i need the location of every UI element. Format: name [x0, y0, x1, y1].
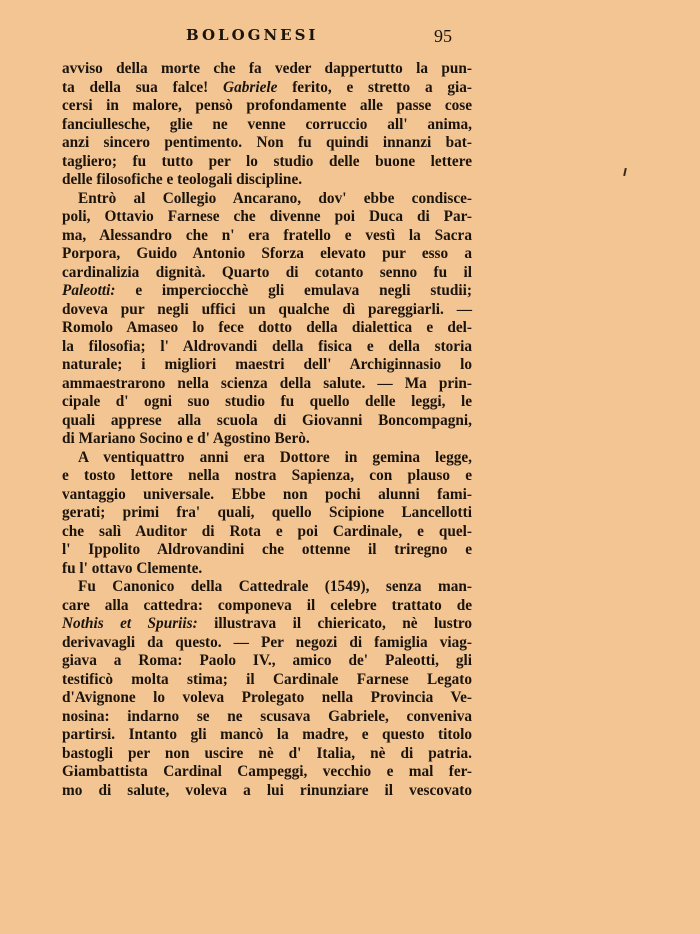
text-line: derivavagli da questo. — Per negozi di famiglia viag- — [62, 633, 472, 651]
text-line: Porpora, Guido Antonio Sforza elevato pur esso a — [62, 245, 472, 262]
text-line: anzi sincero pentimento. Non fu quindi innanzi bat- — [62, 134, 472, 151]
text-line: Fu Canonico della Cattedrale (1549), senza man- — [78, 578, 472, 595]
text-line: Entrò al Collegio Ancarano, dov' ebbe condisce- — [78, 189, 472, 207]
text-line: di Mariano Socino e d' Agostino Berò. — [62, 430, 310, 447]
body-text — [62, 60, 472, 800]
text-line: delle filosofiche e teologali discipline. — [62, 171, 303, 188]
text-line: partirsi. Intanto gli mancò la madre, e questo titolo — [62, 726, 472, 743]
text-fragment: e imperciocchè gli emulava negli studii; — [135, 282, 473, 299]
text-line: e tosto lettore nella nostra Sapienza, con plauso e — [62, 467, 472, 484]
text-line: l' Ippolito Aldrovandini che ottenne il triregno e — [62, 541, 472, 558]
text-line: vantaggio universale. Ebbe non pochi alunni fami- — [62, 485, 472, 503]
text-line: ma, Alessandro che n' era fratello e vestì la Sacra — [62, 226, 472, 244]
text-line: naturale; i migliori maestri dell' Archiginnasio lo — [62, 356, 472, 373]
text-line: la filosofia; l' Aldrovandi della fisica e della storia — [62, 337, 472, 355]
text-line: testificò molta stima; il Cardinale Farnese Legato — [62, 670, 472, 688]
text-line — [62, 615, 472, 634]
text-line: cardinalizia dignità. Quarto di cotanto senno fu il — [62, 263, 472, 281]
text-fragment: ta della sua falce! — [62, 78, 209, 96]
text-line — [62, 282, 472, 301]
text-line: care alla cattedra: componeva il celebre trattato de — [62, 596, 472, 614]
text-line — [62, 79, 472, 98]
text-line: quali apprese alla scuola di Giovanni Boncompagni, — [62, 411, 472, 429]
text-line: cersi in malore, pensò profondamente alle passe cose — [62, 97, 472, 114]
text-line: Romolo Amaseo lo fece dotto della dialettica e del- — [62, 319, 472, 336]
running-head: BOLOGNESI — [186, 26, 319, 44]
text-line: che salì Auditor di Rota e poi Cardinale, e quel- — [62, 522, 472, 540]
text-line: doveva pur negli uffici un qualche dì pareggiarli. — — [62, 300, 472, 318]
page-number: 95 — [434, 26, 452, 46]
text-fragment: illustrava il chiericato, nè lustro — [214, 615, 472, 632]
text-line: nosina: indarno se ne scusava Gabriele, conveniva — [62, 707, 472, 725]
text-line: mo di salute, voleva a lui rinunziare il vescovato — [62, 781, 472, 799]
text-line: Giambattista Cardinal Campeggi, vecchio e mal fer- — [62, 763, 472, 780]
page-header — [62, 26, 460, 50]
text-line: cipale d' ogni suo studio fu quello delle leggi, le — [62, 393, 472, 410]
text-line: A ventiquattro anni era Dottore in gemina legge, — [78, 448, 472, 466]
text-line: ammaestrarono nella scienza della salute. — Ma prin- — [62, 374, 472, 392]
italic-title: Nothis et Spuriis: — [62, 615, 198, 632]
text-line: fu l' ottavo Clemente. — [62, 559, 203, 577]
italic-name: Paleotti: — [62, 282, 116, 299]
text-line: gerati; primi fra' quali, quello Scipione Lancellotti — [62, 504, 472, 521]
text-line: d'Avignone lo voleva Prolegato nella Provincia Ve- — [62, 689, 472, 706]
text-line: avviso della morte che fa veder dappertutto la pun- — [62, 60, 472, 77]
text-line: poli, Ottavio Farnese che divenne poi Duca di Par- — [62, 208, 472, 225]
margin-mark — [623, 168, 627, 176]
text-line: giava a Roma: Paolo IV., amico de' Paleotti, gli — [62, 652, 472, 669]
text-line: fanciullesche, glie ne venne corruccio all' anima, — [62, 115, 472, 133]
text-line: tagliero; fu tutto per lo studio delle buone lettere — [62, 152, 472, 170]
text-fragment: ferito, e stretto a gia- — [292, 78, 472, 96]
italic-name: Gabriele — [223, 78, 278, 96]
text-line: bastogli per non uscire nè d' Italia, nè di patria. — [62, 744, 472, 762]
